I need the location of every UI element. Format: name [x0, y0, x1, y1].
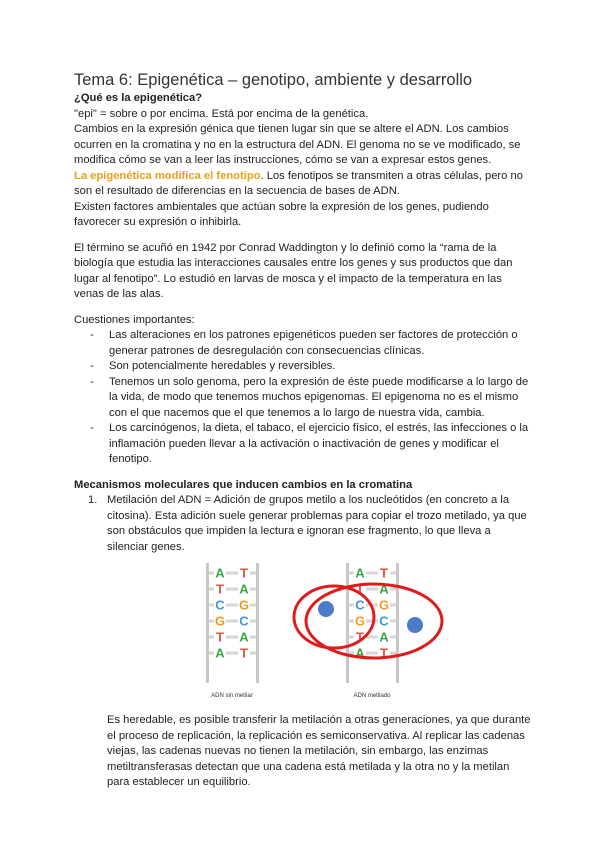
intro-line2: Cambios en la expresión génica que tienen lugar sin que se altere el ADN. Los cambios ocurren en la cromatina y no en la estructura del ADN. El genoma no se ve modificado, se modifica cómo se van a leer las instrucciones, cómo se van a expresar estos genes. — [74, 123, 521, 166]
intro-line1: "epi" = sobre o por encima. Está por encima de la genética. — [74, 107, 369, 120]
mechanism-item-1-continued — [74, 713, 534, 791]
intro-heading: ¿Qué es la epigenética? — [74, 92, 203, 104]
nucleotide-c: C — [355, 597, 365, 613]
dna-methylation-figure — [74, 559, 534, 707]
document-page — [74, 70, 534, 791]
nucleotide-c: C — [379, 613, 389, 629]
nucleotide-t: T — [216, 581, 224, 597]
issues-list — [74, 328, 534, 468]
list-item: - Tenemos un solo genoma, pero la expresión de éste puede modificarse a lo largo de la vida, de modo que tenemos muchos epigenomas. El epigenoma no es el mismo con el que nacemos que el que tenemos a lo largo de nuestra vida, cambia. — [74, 375, 534, 422]
mechanism-item-1 — [74, 493, 534, 555]
nucleotide-g: G — [378, 597, 390, 613]
methyl-group-icon — [407, 617, 423, 633]
intro-line3 — [74, 169, 534, 200]
nucleotide-c: C — [239, 613, 249, 629]
nucleotide-a: A — [355, 645, 365, 661]
nucleotide-a: A — [355, 565, 365, 581]
nucleotide-t: T — [356, 629, 364, 645]
list-item: - Las alteraciones en los patrones epigenéticos pueden ser factores de protección o generar patrones de desregulación con consecuencias clínicas. — [74, 328, 534, 359]
nucleotide-a: A — [239, 581, 249, 597]
issues-heading: Cuestiones importantes: — [74, 313, 195, 326]
methylated-dna-ladder — [294, 563, 442, 699]
nucleotide-g: G — [354, 613, 366, 629]
nucleotide-t: T — [240, 565, 248, 581]
nucleotide-a: A — [215, 565, 225, 581]
nucleotide-a: A — [379, 581, 389, 597]
nucleotide-t: T — [356, 581, 364, 597]
nucleotide-g: G — [238, 597, 250, 613]
list-number: 1. — [88, 494, 98, 506]
page-title: Tema 6: Epigenética – genotipo, ambiente y desarrollo — [74, 71, 473, 89]
nucleotide-a: A — [379, 629, 389, 645]
nucleotide-a: A — [215, 645, 225, 661]
list-item: - Los carcinógenos, la dieta, el tabaco, el ejercicio físico, el estrés, las infecciones o la inflamación pueden llevar a la activación o inactivación de genes y modificar el fenotipo. — [74, 421, 534, 468]
left-caption: ADN sin metilar — [211, 693, 253, 699]
dna-backbone — [256, 563, 259, 683]
unmethylated-dna-ladder — [206, 563, 259, 699]
mechanism-item-1-after: Es heredable, es posible transferir la metilación a otras generaciones, ya que durante el proceso de replicación, la replicación es semiconservativa. Al replicar las cadenas viejas, las cadenas nuevas no tienen la metilación, sin embargo, las enzimas metiltransferasas detectan que una cadena está metilada y la otra no y la metilan para establecer un equilibrio. — [107, 714, 531, 788]
nucleotide-c: C — [215, 597, 225, 613]
nucleotide-t: T — [240, 645, 248, 661]
dna-backbone — [206, 563, 209, 683]
nucleotide-t: T — [380, 645, 388, 661]
nucleotide-t: T — [380, 565, 388, 581]
dna-backbone — [396, 563, 399, 683]
right-caption: ADN metilado — [353, 693, 391, 699]
nucleotide-t: T — [216, 629, 224, 645]
history-paragraph: El término se acuñó en 1942 por Conrad Waddington y lo definió como la “rama de la biología que estudia las interacciones causales entre los genes y sus productos que dan lugar al fenotipo”. Lo estudió en larvas de mosca y el impacto de la temperatura en las venas de las alas. — [74, 241, 513, 300]
nucleotide-g: G — [214, 613, 226, 629]
intro-line4: Existen factores ambientales que actúan sobre la expresión de los genes, pudiendo favorecer su expresión o inhibirla. — [74, 200, 489, 228]
mechanisms-heading: Mecanismos moleculares que inducen cambios en la cromatina — [74, 478, 413, 491]
mechanism-item-1-text: Metilación del ADN = Adición de grupos metilo a los nucleótidos (en concreto a la citosina). Esta adición suele generar problemas para copiar el trozo metilado, ya que son obstáculos que impiden la lectura e ignoran ese fragmento, lo que lleva a silenciar genes. — [107, 494, 527, 553]
methyl-group-icon — [318, 601, 334, 617]
list-item: - Son potencialmente heredables y reversibles. — [74, 359, 534, 375]
intro-line3-rest: . Los fenotipos se transmiten a otras células, pero no son el resultado de diferencias en la secuencia de bases de ADN. — [74, 169, 523, 197]
dna-diagram — [74, 559, 534, 707]
nucleotide-a: A — [239, 629, 249, 645]
dna-backbone — [346, 563, 349, 683]
highlight-text: La epigenética modifica el fenotipo — [74, 169, 261, 182]
